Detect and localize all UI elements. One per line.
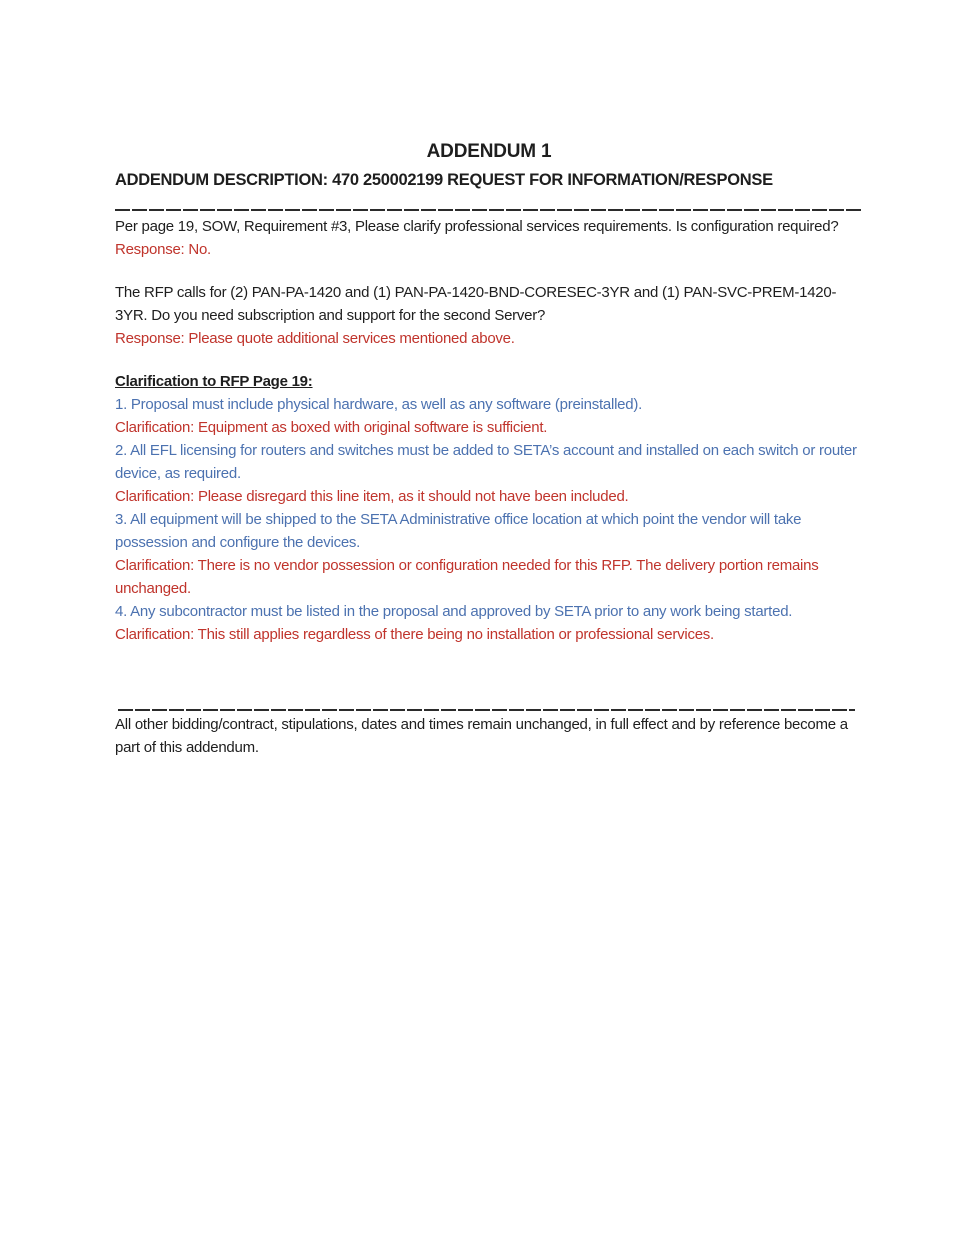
rfp-item-4: 4. Any subcontractor must be listed in the proposal and approved by SETA prior to any work being started. [115, 603, 793, 620]
separator-line-top [115, 201, 863, 211]
response-text-2: Response: Please quote additional services mentioned above. [115, 330, 515, 347]
clarification-text-4: Clarification: This still applies regardless of there being no installation or professional services. [115, 626, 714, 643]
clarification-heading: Clarification to RFP Page 19: [115, 373, 313, 390]
clarification-text-1: Clarification: Equipment as boxed with original software is sufficient. [115, 419, 548, 436]
question-paragraph-1: Per page 19, SOW, Requirement #3, Please clarify professional services requirements. Is configuration required? [115, 218, 839, 235]
document-content [115, 140, 863, 759]
question-paragraph-2: The RFP calls for (2) PAN-PA-1420 and (1) PAN-PA-1420-BND-CORESEC-3YR and (1) PAN-SVC-PREM-1420-3YR. Do you need subscription and support for the second Server? [115, 284, 837, 324]
rfp-item-3: 3. All equipment will be shipped to the SETA Administrative office location at which point the vendor will take possession and configure the devices. [115, 511, 802, 551]
rfp-item-1: 1. Proposal must include physical hardware, as well as any software (preinstalled). [115, 396, 643, 413]
closing-paragraph: All other bidding/contract, stipulations, dates and times remain unchanged, in full effect and by reference become a part of this addendum. [115, 716, 848, 756]
clarification-text-3: Clarification: There is no vendor possession or configuration needed for this RFP. The delivery portion remains unchanged. [115, 557, 819, 597]
rfp-item-2: 2. All EFL licensing for routers and switches must be added to SETA’s account and installed on each switch or router device, as required. [115, 442, 857, 482]
addendum-description: ADDENDUM DESCRIPTION: 470 250002199 REQUEST FOR INFORMATION/RESPONSE [115, 171, 773, 189]
document-title: ADDENDUM 1 [426, 141, 552, 162]
response-text-1: Response: No. [115, 241, 211, 258]
clarification-text-2: Clarification: Please disregard this line item, as it should not have been included. [115, 488, 629, 505]
separator-line-bottom [118, 701, 855, 711]
